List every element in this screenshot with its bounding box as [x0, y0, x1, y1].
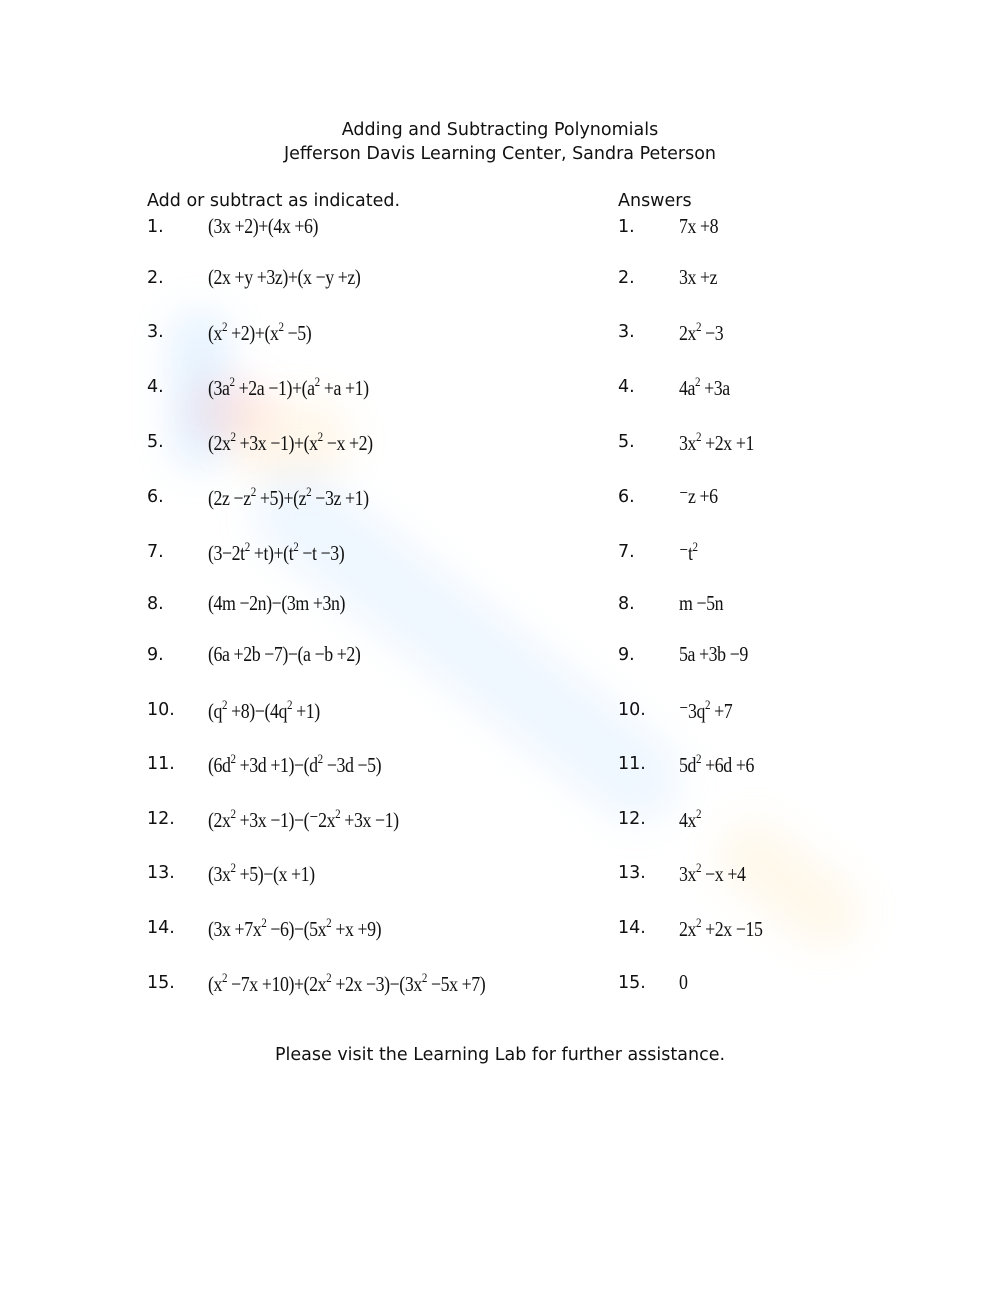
problem-row [0, 806, 1000, 836]
answer-number: 2. [618, 268, 635, 288]
answer-expression: m −5n [679, 591, 724, 615]
answer-expression: $^-t^2$ [679, 539, 698, 565]
answer-expression: $3x^2 +2x +1$ [679, 429, 754, 455]
problem-number: 7. [147, 542, 164, 562]
footer-note: Please visit the Learning Lab for further assistance. [274, 1045, 726, 1065]
problem-number: 9. [147, 645, 164, 665]
answer-number: 10. [618, 700, 646, 720]
problem-expression: $(3x^2 +5)-(x +1)$ [208, 860, 315, 886]
answer-number: 14. [618, 918, 646, 938]
answer-number: 7. [618, 542, 635, 562]
problem-number: 14. [147, 918, 175, 938]
answer-expression: 7x +8 [679, 214, 719, 238]
problem-expression: $(3x +7x^2 -6)-(5x^2 +x +9)$ [208, 915, 382, 941]
problem-row [0, 915, 1000, 945]
problem-number: 3. [147, 322, 164, 342]
answer-number: 13. [618, 863, 646, 883]
problem-row [0, 265, 1000, 295]
answer-number: 8. [618, 594, 635, 614]
answer-number: 3. [618, 322, 635, 342]
answer-expression: $2x^2 +2x -15$ [679, 915, 763, 941]
problem-expression: $(2x^2 +3x -1)+(x^2 -x +2)$ [208, 429, 373, 455]
answer-expression: ⁻z +6 [679, 484, 718, 508]
answer-expression: 5a +3b −9 [679, 642, 748, 666]
problem-row [0, 214, 1000, 244]
problem-expression: $(3-2t^2 +t)+(t^2 -t -3)$ [208, 539, 345, 565]
problem-number: 4. [147, 377, 164, 397]
problem-number: 12. [147, 809, 175, 829]
problem-expression: (6a +2b −7)−(a −b +2) [208, 642, 361, 666]
problem-number: 8. [147, 594, 164, 614]
answer-expression: $2x^2 -3$ [679, 319, 724, 345]
problem-row [0, 697, 1000, 727]
instructions: Add or subtract as indicated. [147, 191, 401, 211]
problem-row [0, 484, 1000, 514]
problem-row [0, 642, 1000, 672]
problem-number: 6. [147, 487, 164, 507]
problem-expression: $(x^2 -7x +10)+(2x^2 +2x -3)-(3x^2 -5x +7)$ [208, 970, 486, 996]
problem-expression: (4m −2n)−(3m +3n) [208, 591, 345, 615]
answer-number: 1. [618, 217, 635, 237]
problem-row [0, 319, 1000, 349]
answer-expression: $4x^2$ [679, 806, 702, 832]
problem-row [0, 429, 1000, 459]
problem-expression: $(2x^2 +3x -1)-(^-2x^2 +3x -1)$ [208, 806, 399, 832]
problem-row [0, 539, 1000, 569]
answer-expression: 0 [679, 970, 688, 994]
problem-row [0, 374, 1000, 404]
problem-expression: $(3a^2 +2a -1)+(a^2 +a +1)$ [208, 374, 369, 400]
problem-number: 10. [147, 700, 175, 720]
problem-expression: $(q^2 +8)-(4q^2 +1)$ [208, 697, 320, 723]
problem-number: 1. [147, 217, 164, 237]
problem-expression: $(2z -z^2 +5)+(z^2 -3z +1)$ [208, 484, 369, 510]
problem-expression: $(x^2 +2)+(x^2 -5)$ [208, 319, 312, 345]
problem-row [0, 860, 1000, 890]
problem-row [0, 751, 1000, 781]
answer-number: 11. [618, 754, 646, 774]
problem-expression: $(6d^2 +3d +1)-(d^2 -3d -5)$ [208, 751, 382, 777]
answer-number: 6. [618, 487, 635, 507]
problem-number: 2. [147, 268, 164, 288]
problem-number: 11. [147, 754, 175, 774]
answer-expression: $3x^2 -x +4$ [679, 860, 746, 886]
problem-row [0, 970, 1000, 1000]
answer-expression: $^-3q^2 +7$ [679, 697, 733, 723]
problem-expression: (2x +y +3z)+(x −y +z) [208, 265, 361, 289]
answers-heading: Answers [618, 191, 692, 211]
answer-number: 15. [618, 973, 646, 993]
answer-number: 5. [618, 432, 635, 452]
answer-number: 4. [618, 377, 635, 397]
problem-number: 15. [147, 973, 175, 993]
problem-number: 5. [147, 432, 164, 452]
answer-expression: $4a^2 +3a$ [679, 374, 730, 400]
worksheet-subtitle: Jefferson Davis Learning Center, Sandra Peterson [283, 144, 717, 164]
answer-expression: 3x +z [679, 265, 718, 289]
problem-number: 13. [147, 863, 175, 883]
worksheet-title: Adding and Subtracting Polynomials [341, 120, 659, 140]
answer-number: 12. [618, 809, 646, 829]
problem-row [0, 591, 1000, 621]
answer-expression: $5d^2 +6d +6$ [679, 751, 754, 777]
problem-expression: (3x +2)+(4x +6) [208, 214, 319, 238]
answer-number: 9. [618, 645, 635, 665]
